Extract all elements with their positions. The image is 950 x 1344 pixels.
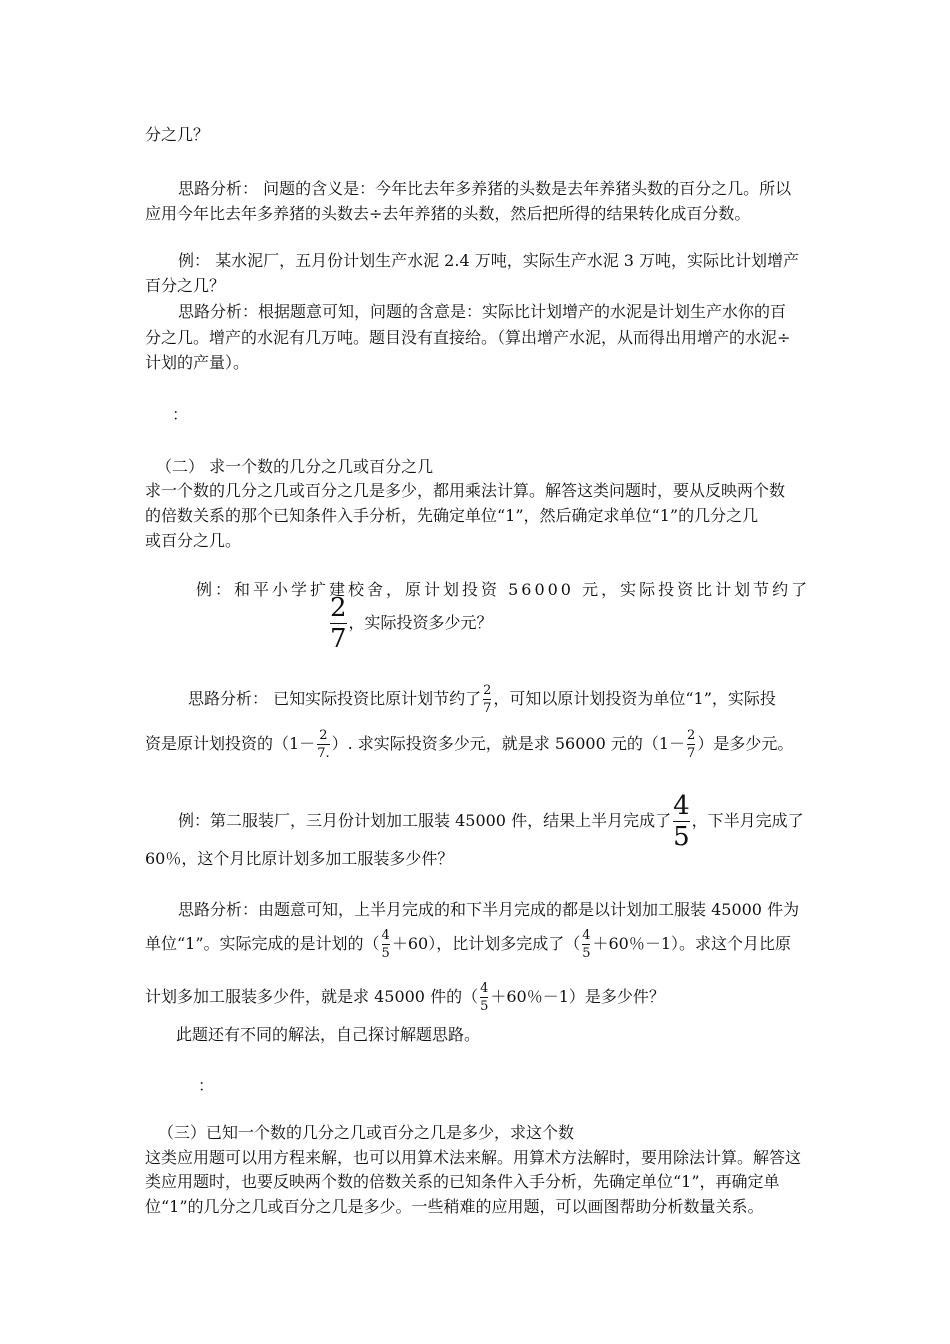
fraction: $\frac{4}{5}$ [381,927,390,961]
fraction: $\frac{4}{5}$ [480,980,489,1014]
paragraph-line: 类应用题时，也要反映两个数的倍数关系的已知条件入手分析，先确定单位“1”，再确定单 [145,1172,780,1191]
paragraph-line: 分之几。增产的水泥有几万吨。题目没有直接给。（算出增产水泥，从而得出用增产的水泥÷ [145,328,791,347]
paragraph-line: 应用今年比去年多养猪的头数去÷去年养猪的头数，然后把所得的结果转化成百分数。 [145,204,751,223]
example-line: 例： 某水泥厂，五月份计划生产水泥 2.4 万吨，实际生产水泥 3 万吨，实际比计划增产 [178,251,800,270]
fraction: $\frac{2}{7}$ [330,592,347,654]
fraction: $\frac{2}{7.}$ [317,727,330,761]
paragraph-line: 分之几？ [145,125,210,144]
fraction: $\frac{2}{7}$ [483,682,492,716]
paragraph-line: 的倍数关系的那个已知条件入手分析，先确定单位“1”，然后确定求单位“1”的几分之几 [145,506,759,525]
paragraph-line: 求一个数的几分之几或百分之几是多少，都用乘法计算。解答这类问题时，要从反映两个数 [145,481,786,500]
paragraph-line: 资是原计划投资的（1－ $\frac{2}{7.}$ ）. 求实际投资多少元，就是求 56000 元的（1－ $\frac{2}{7}$ ）是多少元。 [145,727,794,761]
paragraph-line: 此题还有不同的解法，自己探讨解题思路。 [176,1025,481,1044]
fraction: $\frac{2}{7}$ [687,727,696,761]
paragraph-line: 计划多加工服装多少件，就是求 45000 件的（ $\frac{4}{5}$ ＋60％－1）是多少件？ [145,980,665,1014]
separator-colon: ： [172,405,189,424]
section-title: （三）已知一个数的几分之几或百分之几是多少，求这个数 [158,1123,575,1142]
paragraph-line: 位“1”的几分之几或百分之几是多少。一些稍难的应用题，可以画图帮助分析数量关系。 [145,1197,764,1216]
paragraph-line: 思路分析：由题意可知，上半月完成的和下半月完成的都是以计划加工服装 45000 件为 [178,900,800,919]
paragraph-line: 或百分之几。 [145,531,242,550]
paragraph-line: 思路分析： 已知实际投资比原计划节约了 $\frac{2}{7}$ ，可知以原计划投资为单位“1”，实际投 [188,682,776,716]
example-line: 例：第二服装厂，三月份计划加工服装 45000 件，结果上半月完成了 $\frac{4}{5}$ ，下半月完成了 [178,790,804,852]
separator-colon: ： [198,1076,215,1095]
example-line: 例：和平小学扩建校舍，原计划投资 56000 元，实际投资比计划节约了 [196,580,811,599]
paragraph-line: 60％，这个月比原计划多加工服装多少件？ [145,849,454,868]
paragraph-line: 百分之几？ [145,276,226,295]
section-title: （二） 求一个数的几分之几或百分之几 [156,457,434,476]
fraction: $\frac{4}{5}$ [673,790,690,852]
paragraph-line: 思路分析： 问题的含义是：今年比去年多养猪的头数是去年养猪头数的百分之几。所以 [178,179,792,198]
paragraph-line: 单位“1”。实际完成的是计划的（ $\frac{4}{5}$ ＋60），比计划多完成了（ $\frac{4}{5}$ ＋60％－1）。求这个月比原 [145,927,792,961]
paragraph-line: 这类应用题可以用方程来解，也可以用算术法来解。用算术方法解时，要用除法计算。解答这 [145,1148,802,1167]
paragraph-line: 思路分析：根据题意可知，问题的含意是：实际比计划增产的水泥是计划生产水你的百 [178,302,787,321]
example-line: $\frac{2}{7}$ ，实际投资多少元？ [330,592,493,654]
fraction: $\frac{4}{5}$ [582,927,591,961]
paragraph-line: 计划的产量）。 [145,353,250,372]
